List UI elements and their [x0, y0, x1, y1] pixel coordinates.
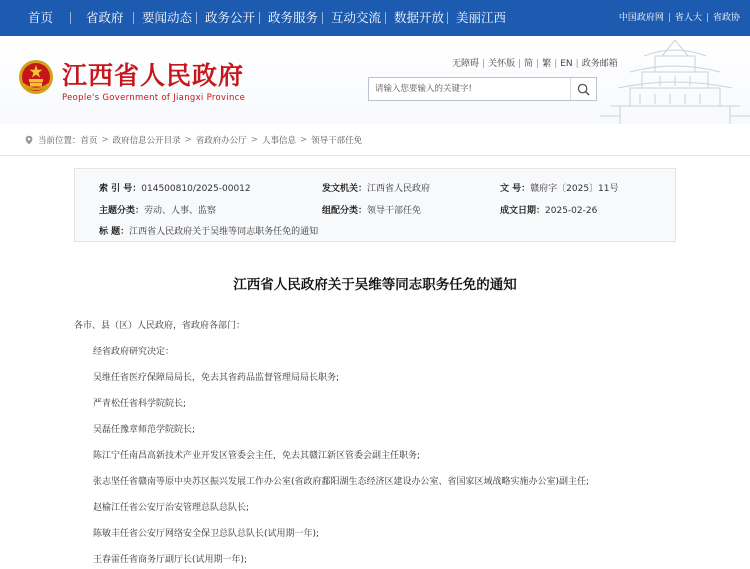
- link-accessibility[interactable]: 无障碍: [452, 59, 480, 69]
- info-org-category: [322, 203, 421, 216]
- info-value: 2025-02-26: [545, 206, 598, 216]
- document-info-table: [74, 168, 676, 242]
- nav-item-gov-affairs-open[interactable]: 政务公开: [205, 10, 256, 25]
- nav-item-news[interactable]: 要闻动态: [142, 10, 193, 25]
- location-pin-icon: [24, 135, 34, 145]
- info-label: 发文机关：: [322, 184, 368, 194]
- info-issuing-authority: [322, 181, 430, 194]
- breadcrumb-separator: >: [101, 135, 109, 145]
- article-paragraph: 赵榆江任省公安厅治安管理总队总队长;: [93, 503, 250, 513]
- nav-divider: [385, 12, 386, 24]
- article-paragraph: 经省政府研究决定：: [93, 347, 175, 357]
- link-separator: |: [482, 59, 486, 69]
- breadcrumb-separator: >: [184, 135, 192, 145]
- article-paragraph: 吴磊任豫章师范学院院长;: [93, 425, 196, 435]
- site-title[interactable]: 江西省人民政府: [62, 61, 245, 90]
- breadcrumb-label: 当前位置：: [38, 136, 81, 146]
- link-separator: |: [575, 59, 579, 69]
- link-provincial-cppcc[interactable]: 省政协: [712, 13, 740, 23]
- info-label: 成文日期：: [500, 206, 546, 216]
- link-english[interactable]: EN: [560, 59, 573, 69]
- article-paragraph: 严青松任省科学院院长;: [93, 399, 187, 409]
- search-input[interactable]: [369, 78, 569, 100]
- top-nav-bar: [0, 0, 750, 36]
- info-written-date: [500, 203, 597, 216]
- nav-item-gov-services[interactable]: 政务服务: [268, 10, 319, 25]
- article-title: 江西省人民政府关于吴维等同志职务任免的通知: [233, 277, 517, 293]
- nav-divider: [70, 12, 71, 24]
- link-separator: |: [536, 59, 540, 69]
- national-emblem-icon: [17, 58, 55, 96]
- info-label: 文 号：: [500, 184, 531, 194]
- breadcrumb-item-personnel-info[interactable]: 人事信息: [261, 136, 296, 146]
- breadcrumb: [24, 134, 362, 146]
- info-value: 江西省人民政府: [367, 184, 431, 194]
- nav-divider: [322, 12, 323, 24]
- link-gov-mail[interactable]: 政务邮箱: [581, 59, 618, 69]
- link-elderly-version[interactable]: 关怀版: [488, 59, 516, 69]
- info-topic-category: [99, 203, 216, 216]
- info-label: 标 题：: [99, 227, 130, 237]
- nav-divider: [259, 12, 260, 24]
- nav-divider: [196, 12, 197, 24]
- breadcrumb-item-info-catalog[interactable]: 政府信息公开目录: [112, 136, 181, 146]
- link-china-gov[interactable]: 中国政府网: [618, 13, 664, 23]
- info-index-number: [99, 181, 251, 194]
- link-provincial-congress[interactable]: 省人大: [674, 13, 702, 23]
- link-separator: |: [705, 13, 709, 23]
- link-separator: |: [667, 13, 671, 23]
- nav-divider: [133, 12, 134, 24]
- nav-item-open-data[interactable]: 数据开放: [394, 10, 445, 25]
- breadcrumb-separator: >: [299, 135, 308, 145]
- nav-divider: [447, 12, 448, 24]
- tengwang-pavilion-illustration: [600, 36, 750, 124]
- nav-item-home[interactable]: 首页: [28, 10, 54, 25]
- utility-links: [452, 56, 618, 69]
- link-simplified[interactable]: 简: [524, 59, 534, 69]
- article-paragraph: 陈江宁任南昌高新技术产业开发区管委会主任，免去其赣江新区管委会副主任职务;: [93, 451, 421, 461]
- search-icon: [577, 83, 590, 96]
- article-paragraph: 陈敏丰任省公安厅网络安全保卫总队总队长(试用期一年);: [93, 529, 320, 539]
- info-value: 江西省人民政府关于吴维等同志职务任免的通知: [129, 227, 319, 237]
- info-label: 索 引 号：: [99, 184, 142, 194]
- info-title: [99, 224, 318, 237]
- breadcrumb-item-leader-appointments[interactable]: 领导干部任免: [311, 136, 363, 146]
- breadcrumb-separator: >: [250, 135, 258, 145]
- site-header: [0, 36, 750, 124]
- article-paragraph: 张志坚任省赣南等原中央苏区振兴发展工作办公室(省政府鄱阳湖生态经济区建设办公室、省国家区域战略实施办公室)副主任;: [93, 477, 590, 487]
- info-value: 劳动、人事、监察: [144, 206, 217, 216]
- article-paragraph: 王春雷任省商务厅副厅长(试用期一年);: [93, 555, 248, 565]
- site-subtitle: People's Government of Jiangxi Province: [62, 93, 246, 103]
- article-paragraph: 吴维任省医疗保障局局长，免去其省药品监督管理局局长职务;: [93, 373, 340, 383]
- search-button[interactable]: [570, 78, 596, 100]
- nav-item-interaction[interactable]: 互动交流: [331, 10, 382, 25]
- info-value: 赣府字〔2025〕11号: [530, 184, 619, 194]
- search-box: [368, 77, 597, 101]
- article-salutation: 各市、县（区）人民政府，省政府各部门：: [74, 321, 246, 331]
- nav-item-beautiful-jiangxi[interactable]: 美丽江西: [456, 10, 507, 25]
- link-traditional[interactable]: 繁: [542, 59, 552, 69]
- top-right-links: [619, 0, 740, 36]
- link-separator: |: [518, 59, 522, 69]
- info-document-number: [500, 181, 619, 194]
- info-label: 主题分类：: [99, 206, 145, 216]
- breadcrumb-item-general-office[interactable]: 省政府办公厅: [195, 136, 247, 146]
- content-divider: [0, 155, 750, 156]
- info-value: 领导干部任免: [367, 206, 422, 216]
- nav-item-provincial-gov[interactable]: 省政府: [86, 10, 124, 25]
- link-separator: |: [554, 59, 558, 69]
- info-label: 组配分类：: [322, 206, 368, 216]
- info-value: 014500810/2025-00012: [141, 184, 251, 194]
- breadcrumb-item-home[interactable]: 首页: [80, 136, 98, 146]
